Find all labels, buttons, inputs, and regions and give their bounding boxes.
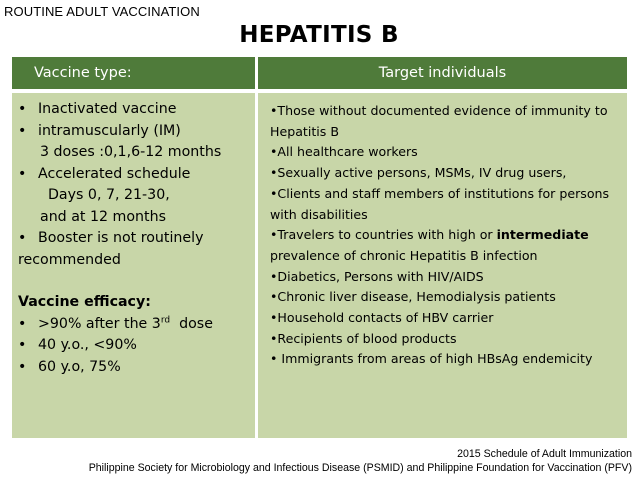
target-item: • Immigrants from areas of high HBsAg endemicity	[270, 351, 593, 367]
column-header-target-individuals: Target individuals	[258, 57, 627, 89]
efficacy-item: • 60 y.o, 75%	[18, 358, 121, 375]
list-item-continued: and at 12 months	[40, 208, 166, 225]
target-item: •Household contacts of HBV carrier	[270, 310, 494, 326]
target-item: •Recipients of blood products	[270, 330, 457, 346]
column-header-vaccine-type: Vaccine type:	[12, 57, 255, 89]
target-item: •Sexually active persons, MSMs, IV drug users,	[270, 165, 567, 181]
target-item: •Those without documented evidence of immunity to Hepatitis B	[270, 103, 608, 139]
target-individuals-cell	[258, 93, 627, 438]
source-citation	[89, 447, 632, 475]
target-item: •Chronic liver disease, Hemodialysis patients	[270, 289, 556, 305]
vaccine-type-cell	[12, 93, 255, 438]
list-item-continued: 3 doses :0,1,6-12 months	[40, 144, 222, 160]
efficacy-item: • >90% after the 3rd dose	[18, 314, 213, 332]
target-item: •All healthcare workers	[270, 144, 418, 160]
target-item: •Travelers to countries with high or intermediate prevalence of chronic Hepatitis B infection	[270, 227, 589, 263]
vaccine-table	[12, 57, 627, 438]
target-item: •Diabetics, Persons with HIV/AIDS	[270, 268, 484, 284]
citation-line: 2015 Schedule of Adult Immunization	[457, 448, 632, 460]
slide-title: HEPATITIS B	[239, 22, 399, 48]
list-item-continued: recommended	[18, 251, 121, 268]
list-item: • Accelerated schedule	[18, 165, 191, 182]
efficacy-item: • 40 y.o., <90%	[18, 337, 137, 353]
list-item-continued: Days 0, 7, 21-30,	[48, 187, 170, 203]
citation-line: Philippine Society for Microbiology and Infectious Disease (PSMID) and Philippine Foundation for Vaccination (PFV)	[88, 462, 632, 474]
slide-kicker: ROUTINE ADULT VACCINATION	[4, 4, 200, 19]
target-item: •Clients and staff members of institutions for persons with disabilities	[270, 185, 610, 222]
list-item: • Inactivated vaccine	[18, 101, 177, 117]
list-item: • Booster is not routinely	[18, 230, 204, 246]
list-item: • intramuscularly (IM)	[18, 122, 181, 139]
efficacy-heading: Vaccine efficacy:	[18, 294, 151, 310]
